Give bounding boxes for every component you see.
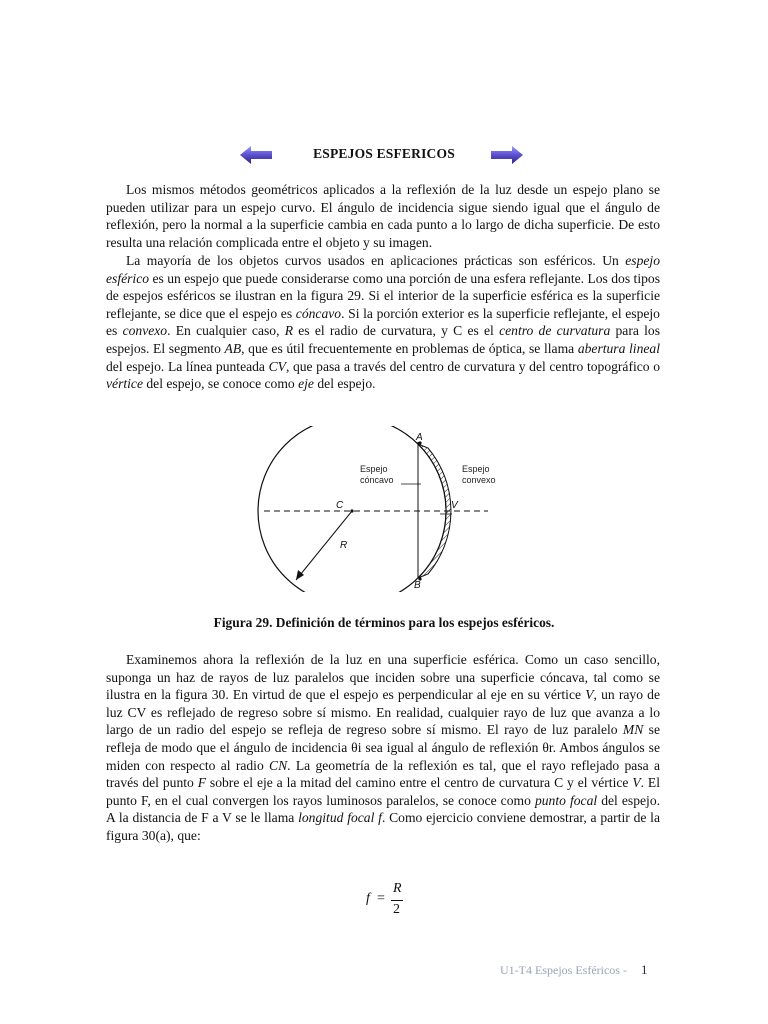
label-c: C <box>336 500 344 511</box>
right-arrow-icon[interactable] <box>491 146 523 164</box>
title-row <box>0 144 768 166</box>
page-footer <box>500 962 670 978</box>
italic-term: abertura lineal <box>577 340 660 356</box>
paragraph-intro <box>106 181 660 251</box>
italic-term: espejo esférico <box>106 253 660 286</box>
page-title: ESPEJOS ESFERICOS <box>313 146 455 161</box>
label-concave-line1: Espejo <box>360 464 388 474</box>
text-run: del espejo. La línea punteada <box>106 358 269 374</box>
figure-caption: Figura 29. Definición de términos para los espejos esféricos. <box>213 615 555 630</box>
italic-term: centro de curvatura <box>499 323 611 339</box>
footer-label: U1-T4 Espejos Esféricos - <box>500 963 627 977</box>
italic-term: F <box>197 775 207 791</box>
italic-term: punto focal <box>534 792 598 808</box>
text-run: se refleja de modo que el ángulo de incidencia θi sea igual al ángulo de reflexión θr. Ambos ángulos se miden con respecto al radio <box>106 722 660 773</box>
italic-term: AB <box>224 340 242 356</box>
formula-lhs: f <box>366 891 370 906</box>
text-run: , un rayo de luz CV es reflejado de regreso sobre sí mismo. En realidad, cualquier rayo de luz que avanza a lo largo de un radio del espejo se refleja de regreso sobre sí mismo. El rayo de luz paralelo <box>106 687 660 738</box>
text-run: La mayoría de los objetos curvos usados en aplicaciones prácticas son esféricos. Un <box>126 253 626 268</box>
label-a: A <box>416 432 423 443</box>
text-run: , que pasa a través del centro de curvatura y del centro topográfico o <box>285 358 661 374</box>
label-convex-line1: Espejo <box>462 464 490 474</box>
italic-term: V <box>632 775 641 791</box>
text-run: , que es útil frecuentemente en problemas de óptica, se llama <box>241 340 578 356</box>
italic-term: longitud focal f <box>298 810 382 826</box>
text-run: . Como ejercicio conviene demostrar, a partir de la figura 30(a), que: <box>106 810 660 843</box>
page-number: 1 <box>640 962 648 977</box>
text-run: del espejo. <box>313 376 376 392</box>
italic-term: vértice <box>106 376 143 392</box>
label-b: B <box>414 580 421 591</box>
text-run: Examinemos ahora la reflexión de la luz en una superficie esférica. Como un caso sencillo, suponga un haz de rayos de luz paralelos que inciden sobre una superficie cóncava, tal como se ilustra en la figura 30. En virtud de que el espejo es perpendicular al eje en su vértice <box>106 652 660 703</box>
text-run: del espejo. A la distancia de F a V se le llama <box>106 792 661 826</box>
spherical-mirror-figure <box>256 426 502 592</box>
italic-term: V <box>585 687 594 703</box>
formula-fraction-bar <box>391 900 403 901</box>
label-concave-line2: cóncavo <box>360 475 394 485</box>
text-run: . El punto F, en el cual convergen los rayos luminosos paralelos, se conoce como <box>106 775 660 808</box>
label-convex-line2: convexo <box>462 475 496 485</box>
formula-denominator: 2 <box>393 902 400 917</box>
italic-term: CV <box>268 358 286 374</box>
paragraph-spherical-mirrors <box>106 252 660 393</box>
text-run: . La geometría de la reflexión es tal, que el rayo reflejado pasa a través del punto <box>106 757 660 791</box>
text-run: para los espejos. El segmento <box>106 323 660 356</box>
point-c-marker <box>350 509 353 512</box>
formula-numerator: R <box>393 881 402 896</box>
text-run: es el radio de curvatura, y C es el <box>293 323 500 339</box>
italic-term: cóncavo <box>295 305 342 321</box>
text-run: es un espejo que puede considerarse como una porción de una esfera reflejante. Los dos tipos de espejos esféricos se ilustran en la figura 29. Si el interior de la superficie esférica es la superficie reflejante, se dice que el espejo es <box>106 270 660 321</box>
italic-term: convexo <box>122 323 168 339</box>
text-run: Los mismos métodos geométricos aplicados a la reflexión de la luz desde un espejo plano se pueden utilizar para un espejo curvo. El ángulo de incidencia sigue siendo igual que el ángulo de reflexión, pero la normal a la superficie cambia en cada punto a lo largo de dicha superficie. De esto resulta una relación complicada entre el objeto y su imagen. <box>106 182 660 250</box>
italic-term: CN <box>269 757 288 773</box>
text-run: . Si la porción exterior es la superficie reflejante, el espejo es <box>106 305 660 339</box>
formula-equals: = <box>377 891 385 906</box>
italic-term: eje <box>298 376 314 392</box>
text-run: . En cualquier caso, <box>167 323 285 339</box>
label-r: R <box>340 540 348 551</box>
paragraph-reflection <box>106 651 660 845</box>
text-run: del espejo, se conoce como <box>142 376 299 392</box>
text-run: sobre el eje a la mitad del camino entre el centro de curvatura C y el vértice <box>206 775 633 791</box>
italic-term: R <box>284 323 294 339</box>
italic-term: MN <box>622 722 644 738</box>
focal-length-formula <box>360 883 420 923</box>
label-v: V <box>451 500 458 511</box>
